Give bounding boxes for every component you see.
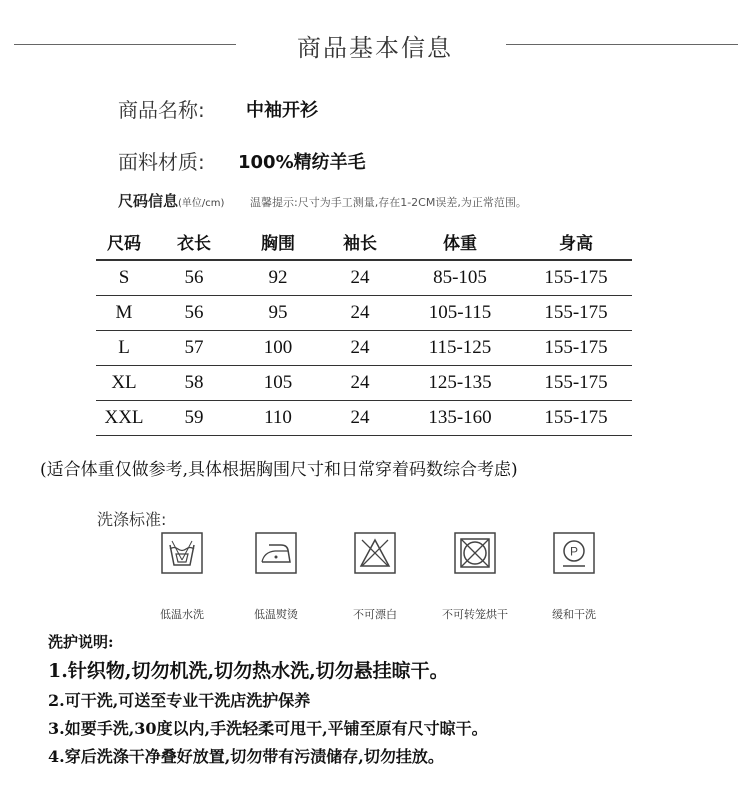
col-header-sleeve: 袖长 [343,233,377,254]
product-name-label: 商品名称: [118,98,205,122]
size-info-note: 温馨提示:尺寸为手工测量,存在1-2CM误差,为正常范围。 [250,196,527,209]
no-bleach-icon [354,532,396,574]
table-row [96,260,632,296]
table-cell: 24 [320,331,400,366]
low-temp-wash-icon [161,532,203,574]
size-table [96,223,632,436]
no-tumble-dry-icon [454,532,496,574]
table-cell: 105 [236,366,320,401]
col-header-height: 身高 [559,233,593,254]
table-cell: L [96,331,152,366]
low-temp-iron-icon [255,532,297,574]
table-cell: 24 [320,401,400,436]
table-cell: 95 [236,296,320,331]
page-title: 商品基本信息 [297,34,453,62]
table-cell: 115-125 [400,331,520,366]
table-cell: 105-115 [400,296,520,331]
table-row [96,331,632,366]
care-item-4: 4.穿后洗涤干净叠好放置,切勿带有污渍储存,切勿挂放。 [48,747,444,766]
wash-label-no-tumble: 不可转笼烘干 [442,608,508,621]
size-info-unit: (单位/cm) [178,198,225,209]
table-cell: 24 [320,296,400,331]
svg-text:P: P [569,544,579,559]
table-cell: 57 [152,331,236,366]
table-cell: 155-175 [520,331,632,366]
size-info-title: 尺码信息 [118,192,179,210]
col-header-length: 衣长 [177,233,211,254]
table-cell: 155-175 [520,401,632,436]
table-cell: 24 [320,366,400,401]
header-rule-right [506,44,738,45]
table-cell: 85-105 [400,260,520,296]
wash-label-low-temp: 低温水洗 [160,608,204,621]
table-cell: 125-135 [400,366,520,401]
fabric-label: 面料材质: [118,150,205,174]
wash-label-iron: 低温熨烫 [254,608,298,621]
table-cell: 110 [236,401,320,436]
fabric-value: 100%精纺羊毛 [238,152,366,173]
table-cell: 92 [236,260,320,296]
table-cell: 59 [152,401,236,436]
size-table-header [96,223,632,260]
wash-label-no-bleach: 不可漂白 [353,608,397,621]
table-cell: M [96,296,152,331]
product-name-value: 中袖开衫 [246,100,318,121]
table-row [96,366,632,401]
table-cell: 56 [152,296,236,331]
table-cell: 155-175 [520,366,632,401]
col-header-bust: 胸围 [261,233,295,254]
col-header-weight: 体重 [443,233,477,254]
table-cell: 135-160 [400,401,520,436]
gentle-dry-clean-icon [553,532,595,574]
size-info-heading [118,190,224,211]
care-title: 洗护说明: [48,633,114,651]
table-row [96,296,632,331]
table-cell: 56 [152,260,236,296]
table-cell: XXL [96,401,152,436]
table-row [96,401,632,436]
wash-title: 洗涤标准: [97,510,167,529]
table-cell: 155-175 [520,260,632,296]
col-header-size: 尺码 [107,233,141,254]
table-cell: S [96,260,152,296]
care-item-3: 3.如要手洗,30度以内,手洗轻柔可甩干,平铺至原有尺寸晾干。 [48,719,488,738]
size-remark: (适合体重仅做参考,具体根据胸围尺寸和日常穿着码数综合考虑) [40,460,518,480]
care-item-2: 2.可干洗,可送至专业干洗店洗护保养 [48,691,311,710]
table-cell: 100 [236,331,320,366]
care-item-1: 1.针织物,切勿机洗,切勿热水洗,切勿悬挂晾干。 [48,660,449,682]
table-cell: XL [96,366,152,401]
wash-label-dry-clean: 缓和干洗 [552,608,596,621]
table-cell: 155-175 [520,296,632,331]
table-cell: 24 [320,260,400,296]
table-cell: 58 [152,366,236,401]
